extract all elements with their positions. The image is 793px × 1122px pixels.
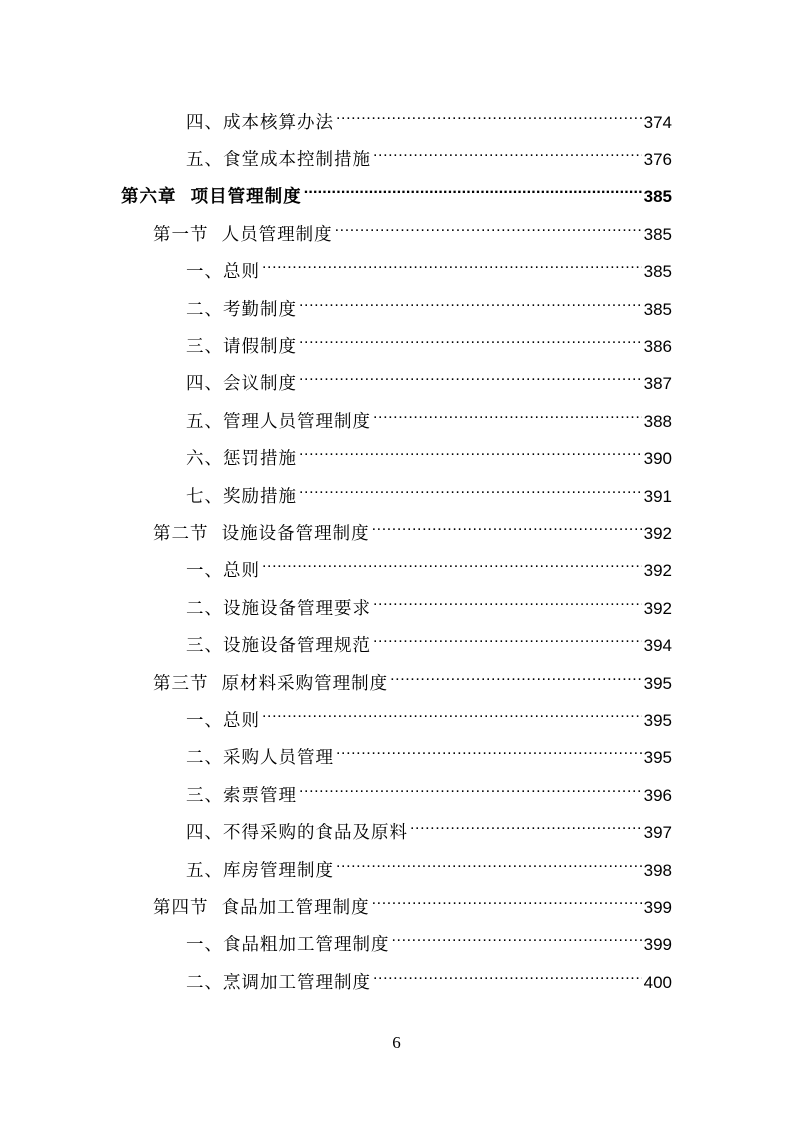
toc-dot-leader	[335, 218, 642, 240]
toc-entry-page: 388	[643, 411, 672, 431]
toc-entry-page: 386	[643, 337, 672, 357]
toc-entry-title: 五、库房管理制度	[186, 860, 334, 881]
toc-section-entry[interactable]	[0, 662, 793, 699]
toc-entry[interactable]	[0, 475, 793, 512]
toc-entry-title: 一、食品粗加工管理制度	[186, 935, 390, 956]
page-number: 6	[392, 1033, 401, 1052]
toc-dot-leader	[373, 143, 642, 165]
toc-entry[interactable]	[0, 400, 793, 437]
toc-dot-leader	[262, 704, 642, 726]
toc-entry[interactable]	[0, 251, 793, 288]
toc-dot-leader	[299, 367, 642, 389]
toc-entry[interactable]	[0, 849, 793, 886]
toc-entry-title: 第一节 人员管理制度	[153, 224, 333, 245]
toc-entry-title: 第三节 原材料采购管理制度	[153, 673, 389, 694]
toc-entry-page: 385	[643, 224, 672, 244]
toc-entry-title: 第四节 食品加工管理制度	[153, 897, 370, 918]
toc-entry-title: 第二节 设施设备管理制度	[153, 523, 370, 544]
toc-entry-page: 399	[643, 935, 672, 955]
toc-entry-page: 395	[643, 673, 672, 693]
toc-entry-title: 七、奖励措施	[186, 486, 297, 507]
toc-dot-leader	[299, 442, 642, 464]
toc-entry-title: 一、总则	[186, 561, 260, 582]
toc-entry[interactable]	[0, 961, 793, 998]
toc-entry[interactable]	[0, 101, 793, 138]
toc-entry-page: 385	[643, 262, 672, 282]
toc-entry[interactable]	[0, 550, 793, 587]
toc-entry-page: 385	[643, 187, 672, 207]
toc-entry-title: 四、成本核算办法	[186, 112, 334, 133]
toc-entry[interactable]	[0, 774, 793, 811]
toc-entry-page: 398	[643, 860, 672, 880]
toc-dot-leader	[336, 106, 642, 128]
toc-entry-page: 374	[643, 112, 672, 132]
toc-entry[interactable]	[0, 811, 793, 848]
toc-dot-leader	[299, 330, 642, 352]
toc-entry-title: 一、总则	[186, 262, 260, 283]
toc-dot-leader	[373, 966, 642, 988]
toc-entry-page: 394	[643, 636, 672, 656]
toc-entry-title: 二、设施设备管理要求	[186, 598, 371, 619]
toc-entry[interactable]	[0, 737, 793, 774]
toc-dot-leader	[299, 480, 642, 502]
toc-section-entry[interactable]	[0, 886, 793, 923]
toc-entry-title: 四、会议制度	[186, 374, 297, 395]
toc-entry-page: 395	[643, 748, 672, 768]
toc-dot-leader	[390, 667, 642, 689]
toc-entry-page: 387	[643, 374, 672, 394]
toc-entry-page: 397	[643, 823, 672, 843]
toc-section-entry[interactable]	[0, 512, 793, 549]
toc-entry-page: 392	[643, 523, 672, 543]
toc-dot-leader	[372, 891, 642, 913]
table-of-contents	[0, 101, 793, 998]
toc-entry[interactable]	[0, 587, 793, 624]
toc-entry-title: 三、索票管理	[186, 785, 297, 806]
toc-entry[interactable]	[0, 325, 793, 362]
toc-entry-page: 391	[643, 486, 672, 506]
toc-entry[interactable]	[0, 288, 793, 325]
toc-dot-leader	[410, 816, 642, 838]
toc-entry-title: 第六章 项目管理制度	[121, 187, 302, 208]
toc-dot-leader	[299, 293, 642, 315]
toc-entry-title: 二、考勤制度	[186, 299, 297, 320]
toc-entry[interactable]	[0, 438, 793, 475]
toc-dot-leader	[336, 741, 642, 763]
toc-entry-page: 392	[643, 561, 672, 581]
toc-entry-title: 五、食堂成本控制措施	[186, 150, 371, 171]
toc-dot-leader	[262, 554, 642, 576]
toc-entry-page: 396	[643, 785, 672, 805]
toc-entry-title: 六、惩罚措施	[186, 449, 297, 470]
toc-entry-page: 376	[643, 150, 672, 170]
toc-dot-leader	[304, 180, 642, 202]
toc-entry[interactable]	[0, 138, 793, 175]
toc-dot-leader	[373, 629, 642, 651]
toc-entry-title: 三、设施设备管理规范	[186, 636, 371, 657]
toc-entry-page: 399	[643, 897, 672, 917]
toc-entry-title: 二、烹调加工管理制度	[186, 972, 371, 993]
toc-entry-title: 三、请假制度	[186, 337, 297, 358]
toc-entry-title: 四、不得采购的食品及原料	[186, 823, 408, 844]
toc-section-entry[interactable]	[0, 213, 793, 250]
toc-entry-page: 390	[643, 449, 672, 469]
toc-entry-page: 400	[643, 972, 672, 992]
toc-entry-title: 五、管理人员管理制度	[186, 411, 371, 432]
toc-entry-page: 392	[643, 598, 672, 618]
toc-dot-leader	[372, 517, 642, 539]
toc-dot-leader	[299, 779, 642, 801]
toc-dot-leader	[262, 255, 642, 277]
toc-dot-leader	[373, 405, 642, 427]
toc-dot-leader	[373, 592, 642, 614]
toc-entry-page: 385	[643, 299, 672, 319]
toc-entry[interactable]	[0, 624, 793, 661]
toc-chapter-entry[interactable]	[0, 176, 793, 213]
toc-dot-leader	[392, 928, 642, 950]
toc-entry-title: 二、采购人员管理	[186, 748, 334, 769]
toc-entry-title: 一、总则	[186, 710, 260, 731]
toc-entry[interactable]	[0, 363, 793, 400]
toc-dot-leader	[336, 854, 642, 876]
toc-entry[interactable]	[0, 699, 793, 736]
toc-entry-page: 395	[643, 710, 672, 730]
toc-entry[interactable]	[0, 924, 793, 961]
